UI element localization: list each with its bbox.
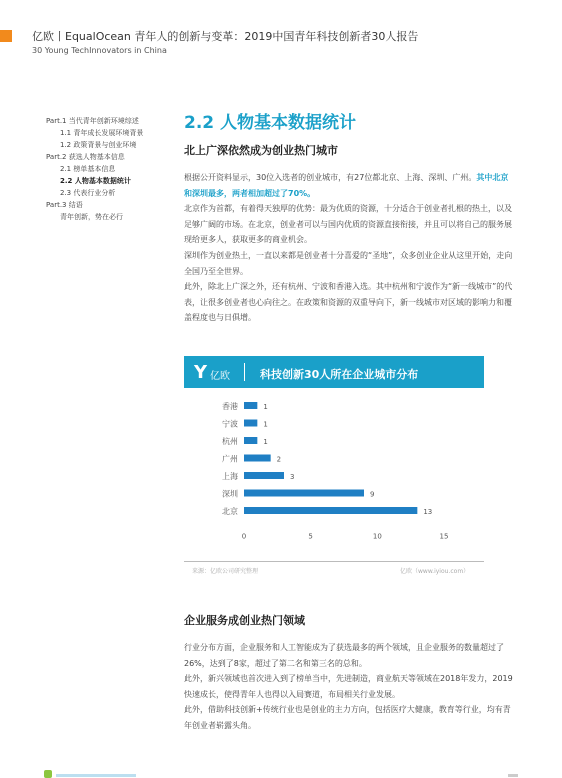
divider	[244, 363, 245, 381]
chart-source: 来源：亿欧公司研究整理	[192, 568, 259, 575]
bar	[244, 507, 417, 514]
value-label: 13	[423, 508, 433, 516]
toc-item[interactable]: Part.2 获选人物基本信息	[46, 153, 125, 161]
toc-item[interactable]: Part.3 结语	[46, 201, 83, 209]
category-label: 深圳	[222, 489, 238, 499]
bar	[244, 490, 364, 497]
paragraph: 北京作为首都，有着得天独厚的优势：最为优质的资源，十分适合于创业者扎根的热土，以及足够广阔的市场。在北京，创业者可以与国内优质的资源直接衔接，并且可以将自己的服务展现给更多人，获取更多的商业机会。	[184, 204, 512, 245]
x-tick-label: 5	[308, 532, 313, 541]
category-label: 宁波	[222, 419, 238, 429]
report-title: 亿欧丨EqualOcean 青年人的创新与变革：2019中国青年科技创新者30人报告	[32, 30, 419, 43]
chart-footer-divider	[184, 561, 484, 562]
x-tick-label: 0	[241, 532, 247, 541]
category-label: 北京	[222, 507, 238, 516]
city-distribution-chart	[184, 392, 484, 557]
body-text-cities	[184, 170, 514, 326]
toc-item[interactable]: 青年创新，势在必行	[60, 213, 123, 221]
paragraph: 行业分布方面，企业服务和人工智能成为了获选最多的两个领域，且企业服务的数量超过了26%，达到了8家，超过了第二名和第三名的总和。	[184, 643, 504, 668]
value-label: 1	[263, 420, 268, 429]
value-label: 9	[370, 490, 375, 499]
bar	[244, 437, 257, 444]
value-label: 1	[263, 403, 268, 411]
category-label: 上海	[222, 472, 238, 481]
x-tick-label: 15	[439, 532, 449, 541]
chart-title: 科技创新30人所在企业城市分布	[260, 368, 419, 381]
bar	[244, 402, 257, 409]
category-label: 香港	[222, 402, 238, 411]
value-label: 3	[290, 473, 295, 481]
paragraph: 此外，借助科技创新+传统行业也是创业的主力方向，包括医疗大健康，教育等行业，均有青年创业者崭露头角。	[184, 705, 511, 730]
category-label: 杭州	[222, 437, 238, 446]
sub-heading-industries: 企业服务成创业热门领域	[184, 614, 305, 627]
sub-heading-cities: 北上广深依然成为创业热门城市	[184, 144, 338, 157]
category-label: 广州	[222, 454, 238, 464]
report-subtitle: 30 Young TechInnovators in China	[32, 46, 167, 55]
footer-logo-icon	[44, 770, 52, 778]
paragraph: 深圳作为创业热土，一直以来都是创业者十分喜爱的“圣地”，众多创业企业从这里开始，走向全国乃至全世界。	[184, 250, 513, 276]
paragraph	[184, 170, 514, 201]
page-number-mark	[508, 774, 518, 777]
value-label: 2	[276, 455, 282, 464]
section-title: 2.2 人物基本数据统计	[184, 113, 357, 133]
toc-item[interactable]: 1.1 青年成长发展环境背景	[60, 129, 144, 137]
toc-item[interactable]: 1.2 政策背景与创业环境	[60, 141, 137, 149]
toc-item[interactable]: 2.1 榜单基本信息	[60, 165, 116, 173]
paragraph: 此外，新兴领域也首次进入到了榜单当中，先进制造，商业航天等领域在2018年发力，2019快速成长，使得青年人也得以入局赛道，布局相关行业发展。	[184, 674, 513, 699]
bar	[244, 420, 257, 427]
highlight-text: 其中北京和深圳最多，两者相加超过了70%。	[184, 173, 509, 198]
logo-text: 亿欧	[210, 371, 230, 382]
header-accent-bar	[0, 30, 12, 42]
toc-item[interactable]: 2.3 代表行业分析	[60, 189, 116, 197]
bar	[244, 455, 271, 462]
paragraph-text: 根据公开资料显示，30位入选者的创业城市，有27位都北京、上海、深圳、广州。	[184, 173, 477, 182]
paragraph: 此外，除北上广深之外，还有杭州、宁波和香港入选。其中杭州和宁波作为“新一线城市”的代表，让很多创业者也心向往之。在政策和资源的双重导向下，新一线城市对区域的影响力和覆盖程度也与日俱增。	[184, 282, 513, 323]
footer-decoration	[56, 774, 136, 777]
chart-header	[184, 356, 484, 388]
toc-item[interactable]: 2.2 人物基本数据统计	[60, 177, 131, 185]
value-label: 1	[263, 438, 268, 446]
x-tick-label: 10	[372, 532, 382, 541]
bar	[244, 472, 284, 479]
yiou-logo-icon: Y	[194, 362, 208, 383]
body-text-industries	[184, 640, 514, 734]
toc-item[interactable]: Part.1 当代青年创新环境综述	[46, 117, 139, 125]
chart-credit: 亿欧（www.iyiou.com）	[400, 568, 470, 575]
table-of-contents	[46, 115, 176, 223]
